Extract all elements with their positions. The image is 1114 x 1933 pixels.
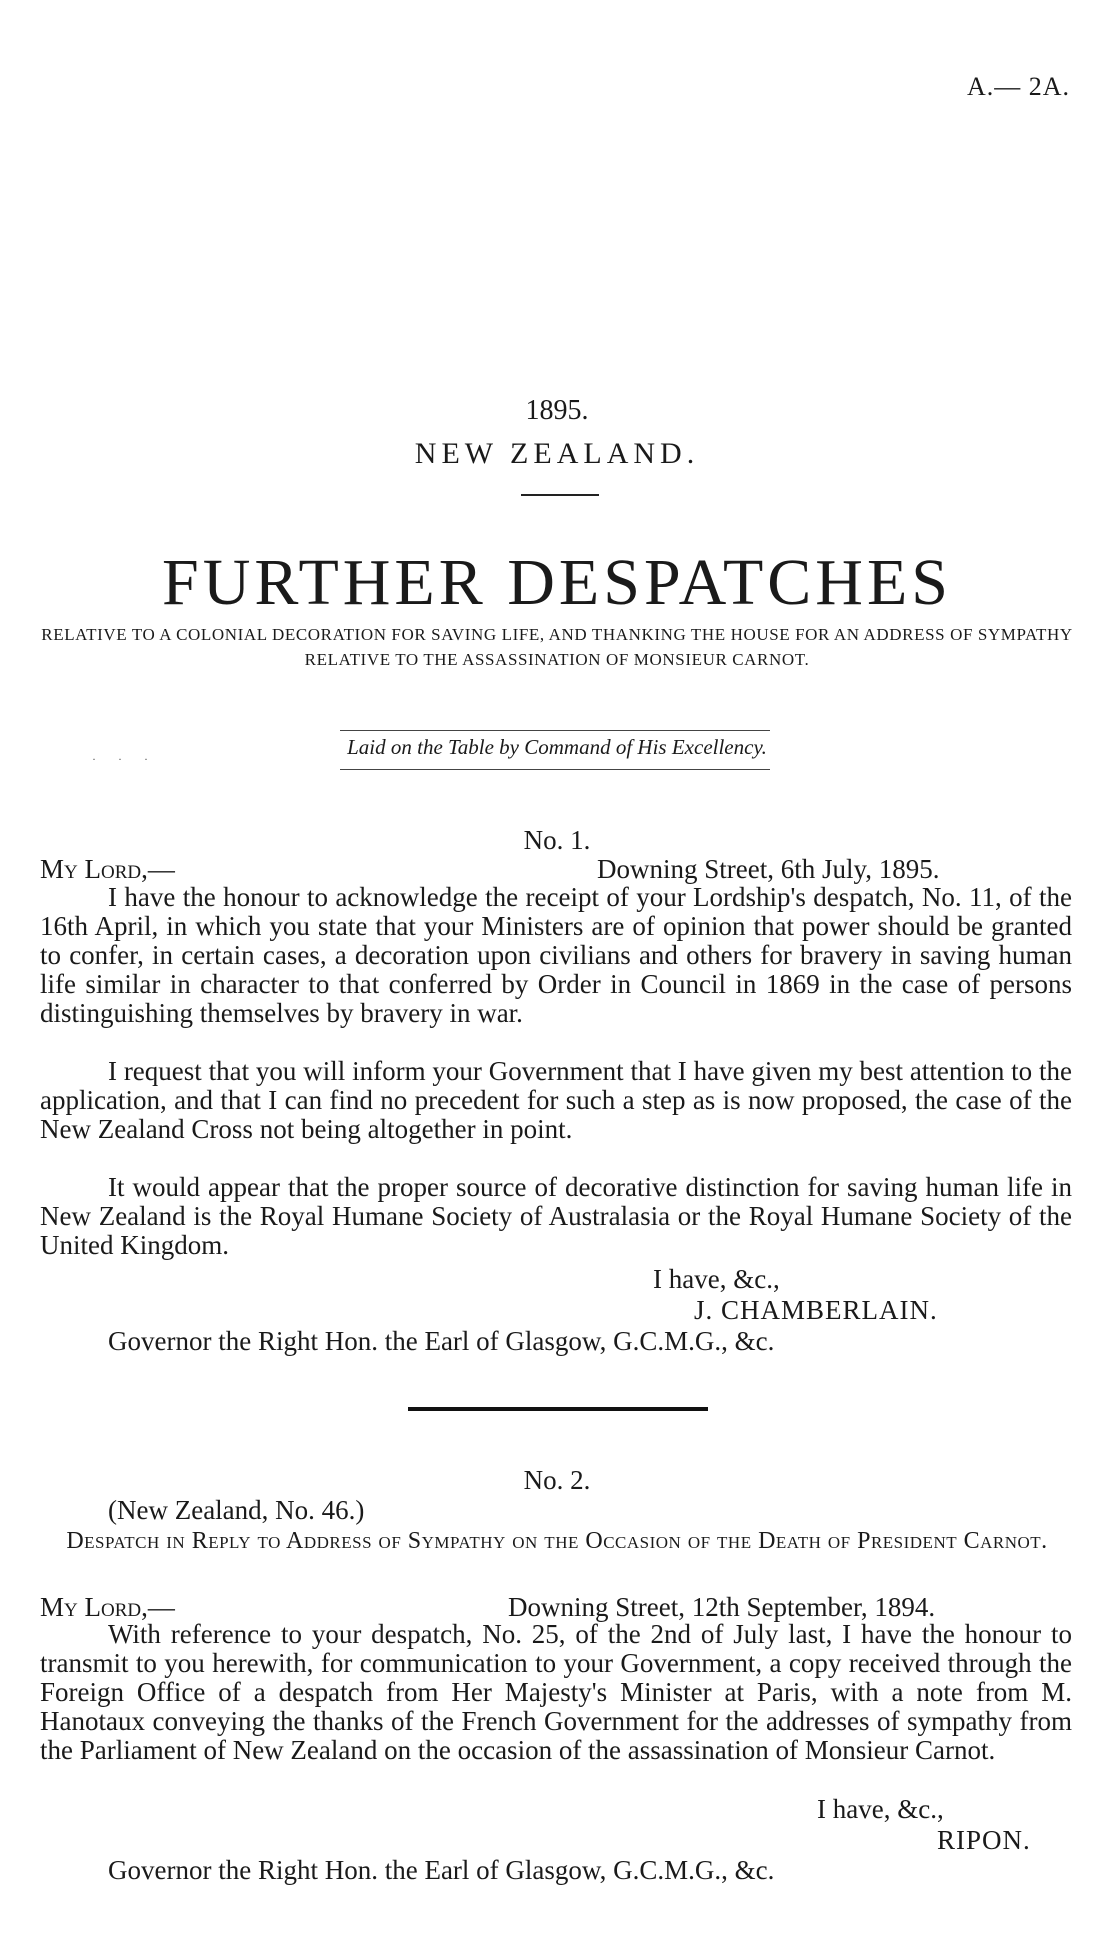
laid-on-table-note: Laid on the Table by Command of His Excellency. — [347, 735, 767, 759]
despatch-2-number: No. 2. — [523, 1465, 591, 1495]
despatch-1-salutation: My Lord,— — [40, 854, 175, 884]
despatch-1-closing: I have, &c., — [653, 1264, 780, 1294]
despatch-divider — [408, 1407, 708, 1411]
despatch-2-addressee: Governor the Right Hon. the Earl of Glasgow, G.C.M.G., &c. — [108, 1855, 775, 1885]
document-country: NEW ZEALAND. — [414, 437, 700, 470]
despatch-2-signature: RIPON. — [937, 1825, 1031, 1855]
despatch-2-closing: I have, &c., — [817, 1794, 944, 1824]
despatch-2-salutation: My Lord,— — [40, 1592, 175, 1622]
despatch-2-reference: (New Zealand, No. 46.) — [108, 1495, 365, 1525]
despatch-1-number: No. 1. — [523, 825, 591, 855]
laid-rule-bottom — [340, 769, 770, 770]
document-title: FURTHER DESPATCHES — [162, 546, 952, 619]
decorative-dots: ··· — [92, 752, 170, 766]
despatch-2-heading: Despatch in Reply to Address of Sympathy on the Occasion of the Death of President Carnot. — [66, 1528, 1048, 1554]
despatch-1-addressee: Governor the Right Hon. the Earl of Glasgow, G.C.M.G., &c. — [108, 1326, 775, 1356]
document-subtitle: RELATIVE TO A COLONIAL DECORATION FOR SAVING LIFE, AND THANKING THE HOUSE FOR AN ADDRESS OF SYMPATHY RELATIVE TO THE ASSASSINATION OF MONSIEUR CARNOT. — [41, 625, 1073, 669]
despatch-2-dateline: Downing Street, 12th September, 1894. — [508, 1592, 936, 1622]
document-year: 1895. — [525, 395, 589, 426]
despatch-1-paragraph-1: I have the honour to acknowledge the receipt of your Lordship's despatch, No. 11, of the 16th April, in which you state that your Ministers are of opinion that power should be granted to confer, in certain cases, a decoration upon civilians and others for bravery in saving human life similar in character to that conferred by Order in Council in 1869 in the case of persons distinguishing themselves by bravery in war. — [40, 882, 1072, 1028]
despatch-1-paragraph-3: It would appear that the proper source of decorative distinction for saving human life in New Zealand is the Royal Humane Society of Australasia or the Royal Humane Society of the United Kingdom. — [40, 1172, 1072, 1260]
laid-rule-top — [340, 730, 770, 731]
title-divider — [521, 494, 599, 496]
despatch-1-paragraph-2: I request that you will inform your Government that I have given my best attention to the application, and that I can find no precedent for such a step as is now proposed, the case of the New Zealand Cross not being altogether in point. — [40, 1056, 1072, 1144]
despatch-1-signature: J. CHAMBERLAIN. — [694, 1295, 938, 1325]
despatch-1-dateline: Downing Street, 6th July, 1895. — [597, 854, 940, 884]
despatch-2-paragraph-1: With reference to your despatch, No. 25, of the 2nd of July last, I have the honour to transmit to you herewith, for communication to your Government, a copy received through the Foreign Office of a despatch from Her Majesty's Minister at Paris, with a note from M. Hanotaux conveying the thanks of the French Government for the addresses of sympathy from the Parliament of New Zealand on the occasion of the assassination of Monsieur Carnot. — [40, 1619, 1072, 1765]
document-reference: A.— 2A. — [966, 72, 1070, 101]
